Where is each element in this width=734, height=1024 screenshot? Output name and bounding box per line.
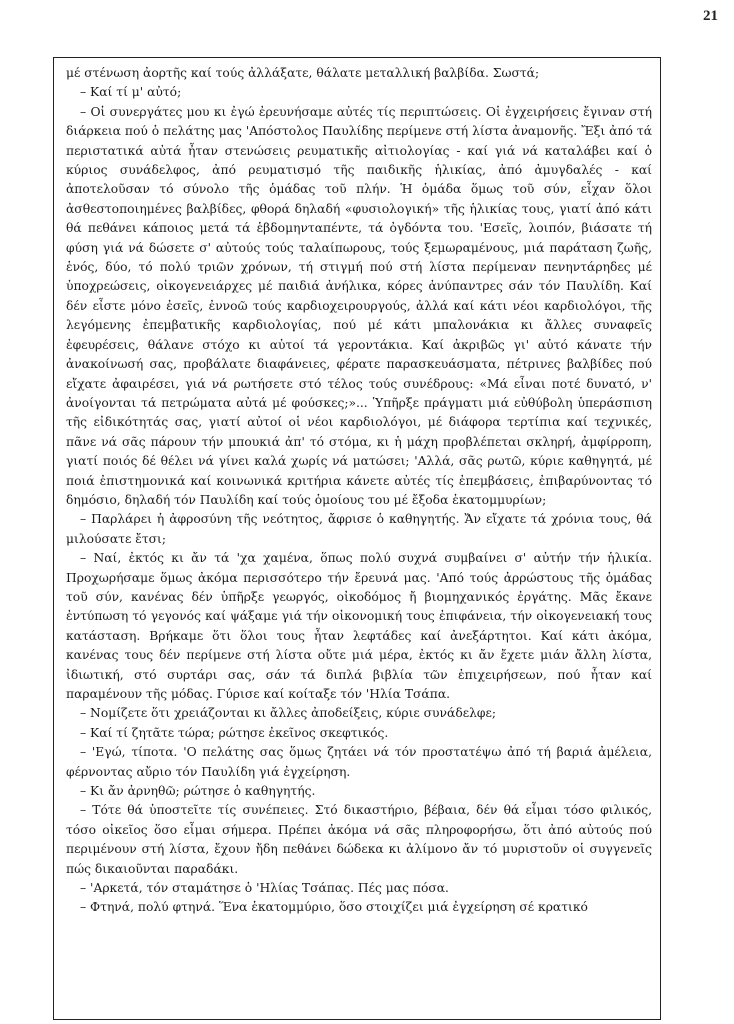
paragraph: – Οἱ συνεργάτες μου κι ἐγώ ἐρευνήσαμε αὐτές τίς περιπτώσεις. Οἱ ἐγχειρήσεις ἔγιναν στή διάρκεια πού ὁ πελάτης μας 'Απόστολος Παυλίδης περίμενε στή λίστα ἀναμονῆς. Ἔξι ἀπό τά περιστατικά αὐτά ἦταν στενώσεις ρευματικῆς αἰτιολογίας - καί γιά νά καταλάβει καί ὁ κύριος συνάδελφος, ἀπό ρευματισμό τῆς παιδικῆς ἡλικίας, ἀπό ἀμυγδαλές - καί ἀποτελοῦσαν τό σύνολο τῆς ὁμάδας τοῦ πλήν. Ἡ ὁμάδα ὅμως τοῦ σύν, εἶχαν ὅλοι ἀσθεστοποιημένες βαλβίδες, φθορά δηλαδή «φυσιολογική» τῆς ἡλικίας τους, γιατί ἀπό κάτι θά πεθάνει κάποιος μετά τά ἑβδομηνταπέντε, τά ὀγδόντα του. 'Εσεῖς, λοιπόν, βιάσατε τή φύση γιά νά δώσετε σ' αὐτούς τούς ταλαίπωρους, τούς ξεμωραμένους, μιά παράταση ζωῆς, ἑνός, δύο, τό πολύ τριῶν χρόνων, τή στιγμή πού στή λίστα περίμεναν πενηντάρηδες μέ ὑποχρεώσεις, οἰκογενειάρχες μέ παιδιά ἀνήλικα, κόρες ἀνύπαντρες σάν τόν Παυλίδη. Καί δέν εἶστε μόνο ἐσεῖς, ἐννοῶ τούς καρδιοχειρουργούς, ἀλλά καί κάτι νέοι καρδιολόγοι, τῆς λεγόμενης ἐπεμβατικῆς καρδιολογίας, πού μέ κάτι μπαλονάκια κι ἄλλες συναφεῖς ἐφευρέσεις, θάλανε στόχο κι αὐτοί τά γεροντάκια. Καί ἀκριβῶς γι' αὐτό κάνατε τήν ἀνακοίνωσή σας, προβάλατε διαφάνειες, φέρατε παρασκευάσματα, πέτρινες βαλβίδες πού εἴχατε ἀφαιρέσει, γιά νά ρωτήσετε στό τέλος τούς συνέδρους: «Μά εἶναι ποτέ δυνατό, ν' ἀνοίγονται τά πετρώματα αὐτά μέ φούσκες;»... Ὑπῆρξε πράγματι μιά εὐθύβολη ὑπεράσπιση τῆς εἰδικότητάς σας, γιατί αὐτοί οἱ νέοι καρδιολόγοι, μέ διάφορα τερτίπια καί τεχνικές, πᾶνε νά σᾶς πάρουν τήν μπουκιά ἀπ' τό στόμα, κι ἡ μάχη προβλέπεται σκληρή, ἀμφίρροπη, γιατί ποιός δέ θέλει νά γίνει καλά χωρίς νά ματώσει; 'Αλλά, σᾶς ρωτῶ, κύριε καθηγητά, μέ ποιά ἐπιστημονικά καί κοινωνικά κριτήρια κάνετε αὐτές τίς ἐπεμβάσεις, ἐπιβαρύνοντας τό δημόσιο, δηλαδή τόν Παυλίδη καί τούς ὁμοίους του μέ ἔξοδα ἑκατομμυρίων; [66,104,652,507]
paragraph: – Φτηνά, πολύ φτηνά. Ἕνα ἑκατομμύριο, ὅσο στοιχίζει μιά ἐγχείρηση σέ κρατικό [80,900,588,915]
paragraph: – Ναί, ἐκτός κι ἄν τά 'χα χαμένα, ὅπως πολύ συχνά συμβαίνει σ' αὐτήν τήν ἡλικία. Προχωρήσαμε ὅμως ἀκόμα περισσότερο τήν ἔρευνά μας. 'Από τούς ἀρρώστους τῆς ὁμάδας τοῦ σύν, κανένας δέν ὑπῆρξε γεωργός, οἰκοδόμος ἤ βιομηχανικός ἐργάτης. Μᾶς ἔκανε ἐντύπωση τό γεγονός καί ψάξαμε γιά τήν οἰκονομική τους ἐπιφάνεια, τήν οἰκογενειακή τους κατάσταση. Βρήκαμε ὅτι ὅλοι τους ἦταν λεφτάδες καί ἀνεξάρτητοι. Καί κάτι ἀκόμα, κανένας τους δέν περίμενε στή λίστα οὔτε μιά μέρα, ἐκτός κι ἄν ἔχετε μιάν ἄλλη λίστα, ἰδιωτική, στό συρτάρι σας, σάν τά διπλά βιβλία τῶν ἐπιχειρήσεων, πού ἦταν καί παραμένουν τῆς μόδας. Γύρισε καί κοίταξε τόν 'Ηλία Τσάπα. [66,551,652,701]
page-number: 21 [703,8,718,24]
paragraph: – Παρλάρει ἡ ἀφροσύνη τῆς νεότητος, ἄφρισε ὁ καθηγητής. Ἄν εἴχατε τά χρόνια τους, θά μιλούσατε ἔτσι; [66,512,652,546]
paragraph: – Καί τί μ' αὐτό; [80,85,182,100]
paragraph: – 'Αρκετά, τόν σταμάτησε ὁ 'Ηλίας Τσάπας. Πές μας πόσα. [80,881,449,896]
paragraph: – Νομίζετε ὅτι χρειάζονται κι ἄλλες ἀποδείξεις, κύριε συνάδελφε; [80,706,497,721]
paragraph: – Τότε θά ὑποστεῖτε τίς συνέπειες. Στό δικαστήριο, βέβαια, δέν θά εἶμαι τόσο φιλικός, τόσο οἰκεῖος ὅσο εἶμαι σήμερα. Πρέπει ἀκόμα νά σᾶς πληροφορήσω, ὅτι ἀπό αὐτούς πού περιμένουν στή λίστα, ἔχουν ἤδη πεθάνει δώδεκα κι ἀλίμονο ἄν τό μυριστοῦν οἱ συγγενεῖς πώς δικαιοῦνται παραδάκι. [66,803,652,876]
paragraph: μέ στένωση ἀορτῆς καί τούς ἀλλάξατε, θάλατε μεταλλική βαλβίδα. Σωστά; [66,66,540,80]
paragraph: – Κι ἄν ἀρνηθῶ; ρώτησε ὁ καθηγητής. [80,784,316,799]
paragraph: – 'Εγώ, τίποτα. 'Ο πελάτης σας ὅμως ζητάει νά τόν προστατέψω ἀπό τή βαριά ἀμέλεια, φέρνοντας αὔριο τόν Παυλίδη γιά ἐγχείρηση. [66,745,652,779]
text-column [66,64,652,918]
paragraph: – Καί τί ζητᾶτε τώρα; ρώτησε ἐκεῖνος σκεφτικός. [80,725,389,740]
